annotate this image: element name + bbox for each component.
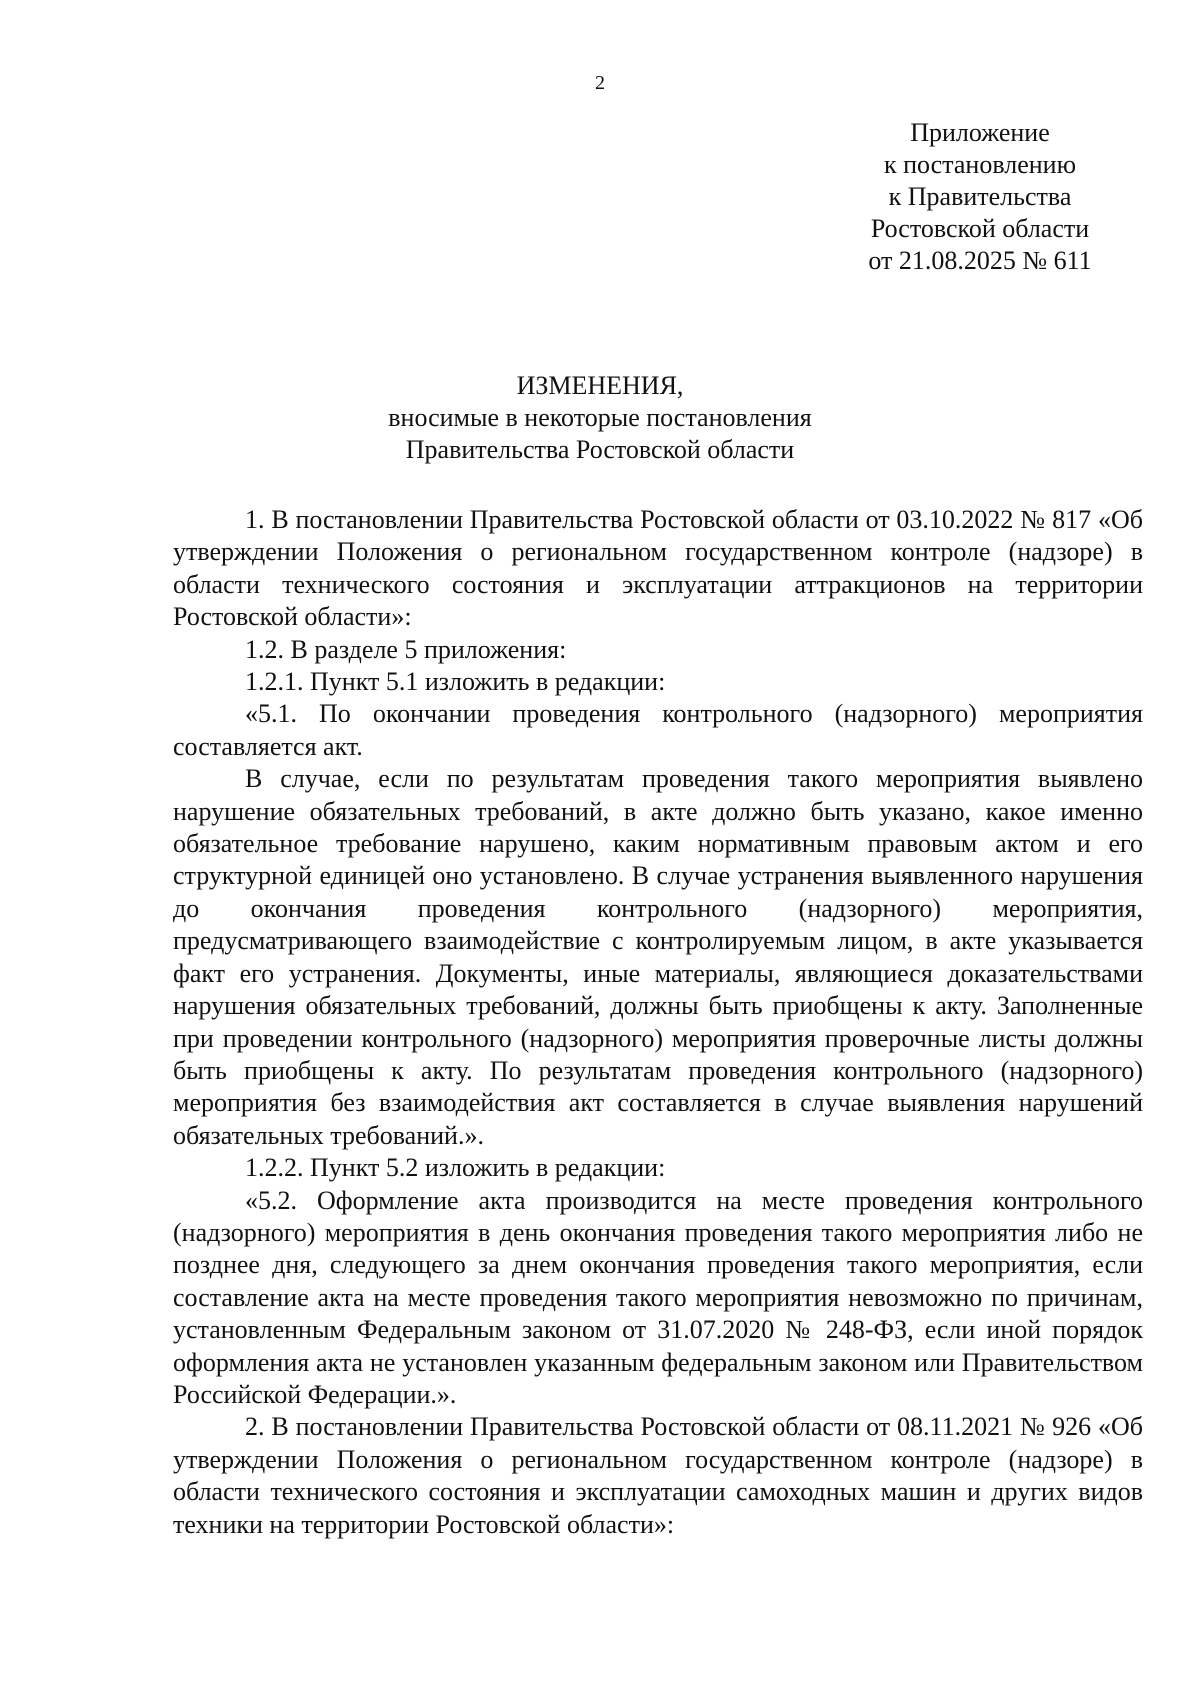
- paragraph: «5.1. По окончании проведения контрольного (надзорного) мероприятия составляется акт.: [173, 699, 1143, 761]
- appendix-line: к Правительства: [888, 182, 1072, 211]
- appendix-line: Ростовской области: [870, 214, 1090, 243]
- appendix-line: к постановлению: [883, 150, 1077, 179]
- paragraph: 1.2.2. Пункт 5.2 изложить в редакции:: [245, 1153, 666, 1183]
- paragraph: В случае, если по результатам проведения такого мероприятия выявлено нарушение обязательных требований, в акте должно быть указано, какое именно обязательное требование нарушено, каким нормативным правовым актом и его структурной единицей оно установлено. В случае устранения выявленного нарушения до окончания проведения контрольного (надзорного) мероприятия, предусматривающего взаимодействие с контролируемым лицом, в акте указывается факт его устранения. Документы, иные материалы, являющиеся доказательствами нарушения обязательных требований, должны быть приобщены к акту. Заполненные при проведении контрольного (надзорного) мероприятия проверочные листы должны быть приобщены к акту. По результатам проведения контрольного (надзорного) мероприятия без взаимодействия акт составляется в случае выявления нарушений обязательных требований.».: [173, 764, 1143, 1150]
- appendix-line: от 21.08.2025 № 611: [868, 246, 1092, 275]
- paragraph: «5.2. Оформление акта производится на месте проведения контрольного (надзорного) мероприятия в день окончания проведения такого мероприятия либо не позднее дня, следующего за днем окончания проведения такого мероприятия, если составление акта на месте проведения такого мероприятия невозможно по причинам, установленным Федеральным законом от 31.07.2020 № 248-ФЗ, если иной порядок оформления акта не установлен указанным федеральным законом или Правительством Российской Федерации.».: [173, 1185, 1143, 1409]
- document-heading: [0, 370, 1200, 466]
- paragraph: 1.2.1. Пункт 5.1 изложить в редакции:: [245, 667, 666, 697]
- page-number: 2: [595, 72, 605, 94]
- heading-subtitle-line: Правительства Ростовской области: [405, 435, 795, 464]
- heading-subtitle-line: вносимые в некоторые постановления: [388, 403, 812, 432]
- paragraph: 2. В постановлении Правительства Ростовской области от 08.11.2021 № 926 «Об утверждении Положения о региональном государственном контроле (надзоре) в области технического состояния и эксплуатации самоходных машин и других видов техники на территории Ростовской области»:: [173, 1412, 1143, 1539]
- paragraph: 1.2. В разделе 5 приложения:: [245, 634, 567, 664]
- appendix-block: [840, 117, 1120, 277]
- appendix-line: Приложение: [910, 118, 1050, 147]
- heading-title: ИЗМЕНЕНИЯ,: [516, 371, 684, 400]
- document-body: [173, 504, 1143, 1541]
- paragraph: 1. В постановлении Правительства Ростовской области от 03.10.2022 № 817 «Об утверждении Положения о региональном государственном контроле (надзоре) в области технического состояния и эксплуатации аттракционов на территории Ростовской области»:: [173, 505, 1143, 632]
